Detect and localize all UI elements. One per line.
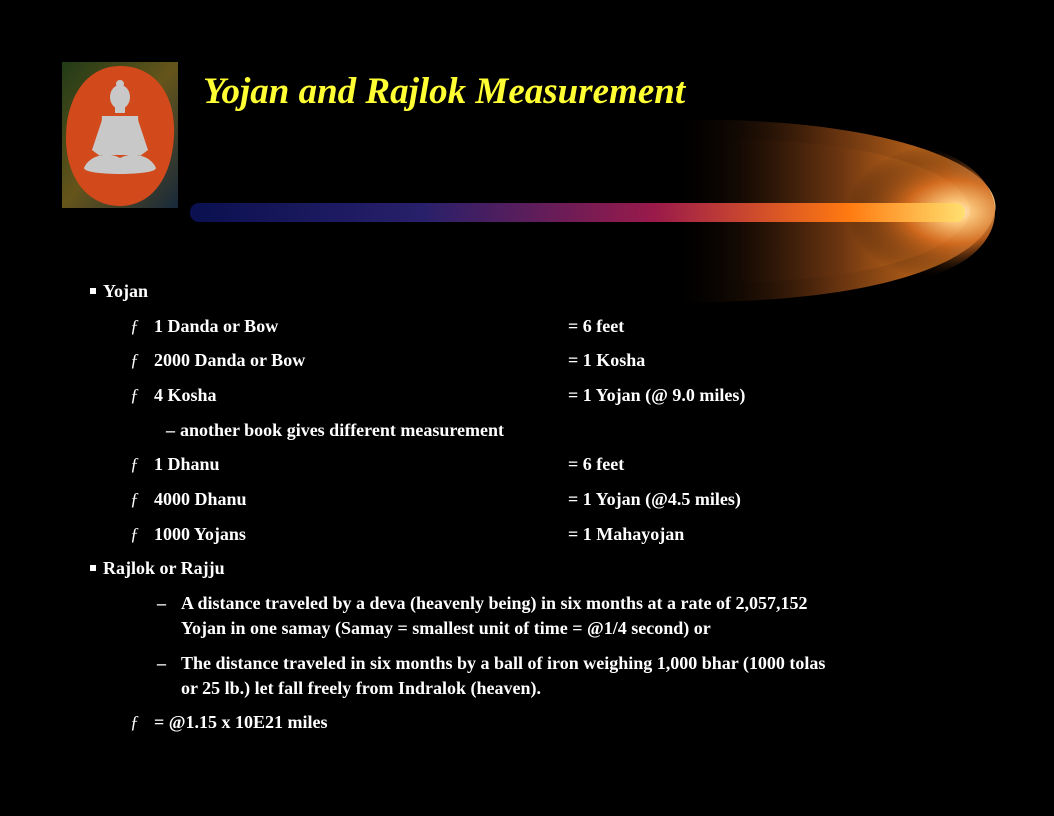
sub-row: ƒ 4 Kosha = 1 Yojan (@ 9.0 miles) bbox=[130, 385, 746, 405]
sub-row: ƒ = @1.15 x 10E21 miles bbox=[130, 712, 328, 732]
dash-row-continuation: Yojan in one samay (Samay = smallest unit of time = @1/4 second) or bbox=[181, 618, 711, 638]
bullet-marker-icon: ƒ bbox=[130, 454, 139, 474]
decorative-comet-swoosh bbox=[185, 110, 1005, 310]
slide-title: Yojan and Rajlok Measurement bbox=[203, 71, 686, 112]
bullet-marker-icon: ƒ bbox=[130, 350, 139, 370]
sub-row: ƒ 1 Danda or Bow = 6 feet bbox=[130, 316, 625, 336]
dash-marker-icon: – bbox=[157, 593, 166, 613]
jain-meditating-figure-logo bbox=[60, 60, 180, 210]
dash-row: – another book gives different measurement bbox=[166, 420, 504, 440]
sub-row: ƒ 2000 Danda or Bow = 1 Kosha bbox=[130, 350, 646, 370]
square-bullet-icon bbox=[90, 288, 96, 294]
dash-marker-icon: – bbox=[166, 420, 175, 440]
dash-row: – A distance traveled by a deva (heavenly being) in six months at a rate of 2,057,152 bbox=[157, 593, 808, 613]
dash-row-continuation: or 25 lb.) let fall freely from Indralok (heaven). bbox=[181, 678, 541, 698]
bullet-marker-icon: ƒ bbox=[130, 524, 139, 544]
bullet-marker-icon: ƒ bbox=[130, 385, 139, 405]
dash-row: – The distance traveled in six months by a ball of iron weighing 1,000 bhar (1000 tolas bbox=[157, 653, 826, 673]
square-bullet-icon bbox=[90, 565, 96, 571]
sub-row: ƒ 1 Dhanu = 6 feet bbox=[130, 454, 625, 474]
bullet-marker-icon: ƒ bbox=[130, 489, 139, 509]
bullet-marker-icon: ƒ bbox=[130, 316, 139, 336]
dash-marker-icon: – bbox=[157, 653, 166, 673]
sub-row: ƒ 1000 Yojans = 1 Mahayojan bbox=[130, 524, 685, 544]
sub-row: ƒ 4000 Dhanu = 1 Yojan (@4.5 miles) bbox=[130, 489, 741, 509]
bullet-marker-icon: ƒ bbox=[130, 712, 139, 732]
